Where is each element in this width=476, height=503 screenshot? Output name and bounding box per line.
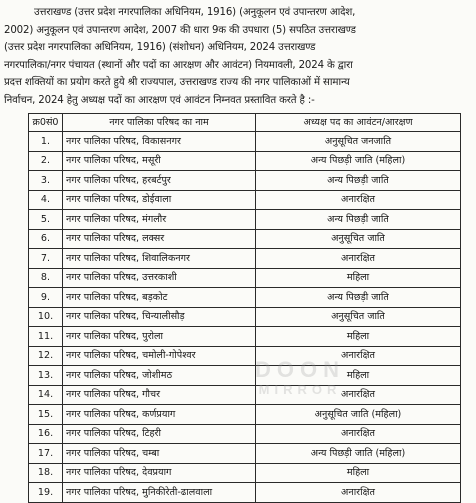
header-reservation: अध्यक्ष पद का आवंटन/आरक्षण [256, 114, 461, 132]
table-row [29, 132, 461, 152]
reservation-table [28, 113, 461, 503]
cell-reservation: अनुसूचित जाति [256, 229, 461, 249]
cell-reservation: अन्य पिछड़ी जाति (महिला) [256, 151, 461, 171]
cell-council-name: नगर पालिका परिषद, हरबर्टपुर [63, 171, 256, 191]
table-row [29, 385, 461, 405]
cell-serial: 2. [29, 151, 63, 171]
watermark-line1: DOON [255, 357, 345, 382]
cell-serial: 9. [29, 288, 63, 308]
cell-council-name: नगर पालिका परिषद, गौचर [63, 385, 256, 405]
cell-reservation: अनुसूचित जनजाति [256, 132, 461, 152]
watermark-line2: MIRROR [258, 382, 342, 397]
cell-serial: 11. [29, 327, 63, 347]
table-row [29, 151, 461, 171]
cell-council-name: नगर पालिका परिषद, मुनिकीरेती-ढालवाला [63, 483, 256, 503]
table-row [29, 268, 461, 288]
cell-serial: 15. [29, 405, 63, 425]
cell-serial: 6. [29, 229, 63, 249]
cell-council-name: नगर पालिका परिषद, डोईवाला [63, 190, 256, 210]
table-row [29, 229, 461, 249]
reservation-table-container [28, 113, 460, 503]
cell-council-name: नगर पालिका परिषद, मंगलौर [63, 210, 256, 230]
table-row [29, 190, 461, 210]
cell-reservation: अनारक्षित [256, 346, 461, 366]
cell-serial: 8. [29, 268, 63, 288]
cell-serial: 12. [29, 346, 63, 366]
cell-serial: 13. [29, 366, 63, 386]
header-serial: क्र0सं0 [29, 114, 63, 132]
cell-reservation: महिला [256, 268, 461, 288]
table-row [29, 307, 461, 327]
cell-reservation: अन्य पिछड़ी जाति [256, 171, 461, 191]
cell-council-name: नगर पालिका परिषद, कर्णप्रयाग [63, 405, 256, 425]
cell-reservation: महिला [256, 463, 461, 483]
paragraph-line: (उत्तर प्रदेश नगरपालिका अधिनियम, 1916) (संशोधन) अधिनियम, 2024 उत्तराखण्ड [4, 42, 316, 53]
cell-council-name: नगर पालिका परिषद, मसूरी [63, 151, 256, 171]
cell-serial: 7. [29, 249, 63, 269]
cell-reservation: अनारक्षित [256, 483, 461, 503]
cell-serial: 16. [29, 424, 63, 444]
table-row [29, 444, 461, 464]
table-row [29, 346, 461, 366]
cell-reservation: अनुसूचित जाति (महिला) [256, 405, 461, 425]
paragraph-line: प्रदत्त शक्तियों का प्रयोग करते हुये श्री राज्यपाल, उत्तराखण्ड राज्य की नगर पालिकाओं में सामान्य [4, 77, 350, 88]
cell-reservation: अनारक्षित [256, 249, 461, 269]
cell-serial: 3. [29, 171, 63, 191]
cell-council-name: नगर पालिका परिषद, जोशीमठ [63, 366, 256, 386]
cell-serial: 19. [29, 483, 63, 503]
table-row [29, 288, 461, 308]
cell-council-name: नगर पालिका परिषद, टिहरी [63, 424, 256, 444]
cell-council-name: नगर पालिका परिषद, विकासनगर [63, 132, 256, 152]
cell-serial: 4. [29, 190, 63, 210]
cell-reservation: अनारक्षित [256, 424, 461, 444]
table-row [29, 424, 461, 444]
table-header-row [29, 114, 461, 132]
cell-serial: 17. [29, 444, 63, 464]
table-row [29, 366, 461, 386]
cell-serial: 1. [29, 132, 63, 152]
table-row [29, 210, 461, 230]
cell-serial: 5. [29, 210, 63, 230]
paragraph-line: उत्तराखण्ड (उत्तर प्रदेश नगरपालिका अधिनियम, 1916) (अनुकूलन एवं उपान्तरण आदेश, [34, 7, 356, 18]
cell-reservation: अनारक्षित [256, 385, 461, 405]
cell-reservation: अन्य पिछड़ी जाति [256, 210, 461, 230]
table-row [29, 463, 461, 483]
cell-serial: 10. [29, 307, 63, 327]
cell-council-name: नगर पालिका परिषद, शिवालिकनगर [63, 249, 256, 269]
table-row [29, 327, 461, 347]
cell-council-name: नगर पालिका परिषद, चम्बा [63, 444, 256, 464]
table-row [29, 171, 461, 191]
cell-council-name: नगर पालिका परिषद, बड़कोट [63, 288, 256, 308]
cell-reservation: अन्य पिछड़ी जाति [256, 288, 461, 308]
cell-council-name: नगर पालिका परिषद, देवप्रयाग [63, 463, 256, 483]
header-council-name: नगर पालिका परिषद का नाम [63, 114, 256, 132]
cell-council-name: नगर पालिका परिषद, चमोली-गोपेश्वर [63, 346, 256, 366]
cell-reservation: महिला [256, 327, 461, 347]
cell-reservation: महिला [256, 366, 461, 386]
cell-council-name: नगर पालिका परिषद, चिन्यालीसौड़ [63, 307, 256, 327]
cell-reservation: अनारक्षित [256, 190, 461, 210]
cell-council-name: नगर पालिका परिषद, पुरोला [63, 327, 256, 347]
paragraph-line: नगरपालिका/नगर पंचायत (स्थानों और पदों का आरक्षण और आवंटन) नियमावली, 2024 के द्वारा [4, 59, 353, 71]
cell-council-name: नगर पालिका परिषद, उत्तरकाशी [63, 268, 256, 288]
cell-serial: 18. [29, 463, 63, 483]
cell-reservation: अन्य पिछड़ी जाति (महिला) [256, 444, 461, 464]
table-row [29, 249, 461, 269]
paragraph-line: निर्वाचन, 2024 हेतु अध्यक्ष पदों का आरक्षण एवं आवंटन निम्नवत प्रस्तावित करते है :- [4, 94, 315, 106]
intro-paragraph [4, 4, 472, 109]
cell-serial: 14. [29, 385, 63, 405]
paragraph-line: 2002) अनुकूलन एवं उपान्तरण आदेश, 2007 की धारा 9क की उपधारा (5) सपठित उत्तराखण्ड [4, 24, 356, 36]
cell-reservation: अनुसूचित जाति [256, 307, 461, 327]
cell-council-name: नगर पालिका परिषद, लक्सर [63, 229, 256, 249]
table-row [29, 405, 461, 425]
table-row [29, 483, 461, 503]
